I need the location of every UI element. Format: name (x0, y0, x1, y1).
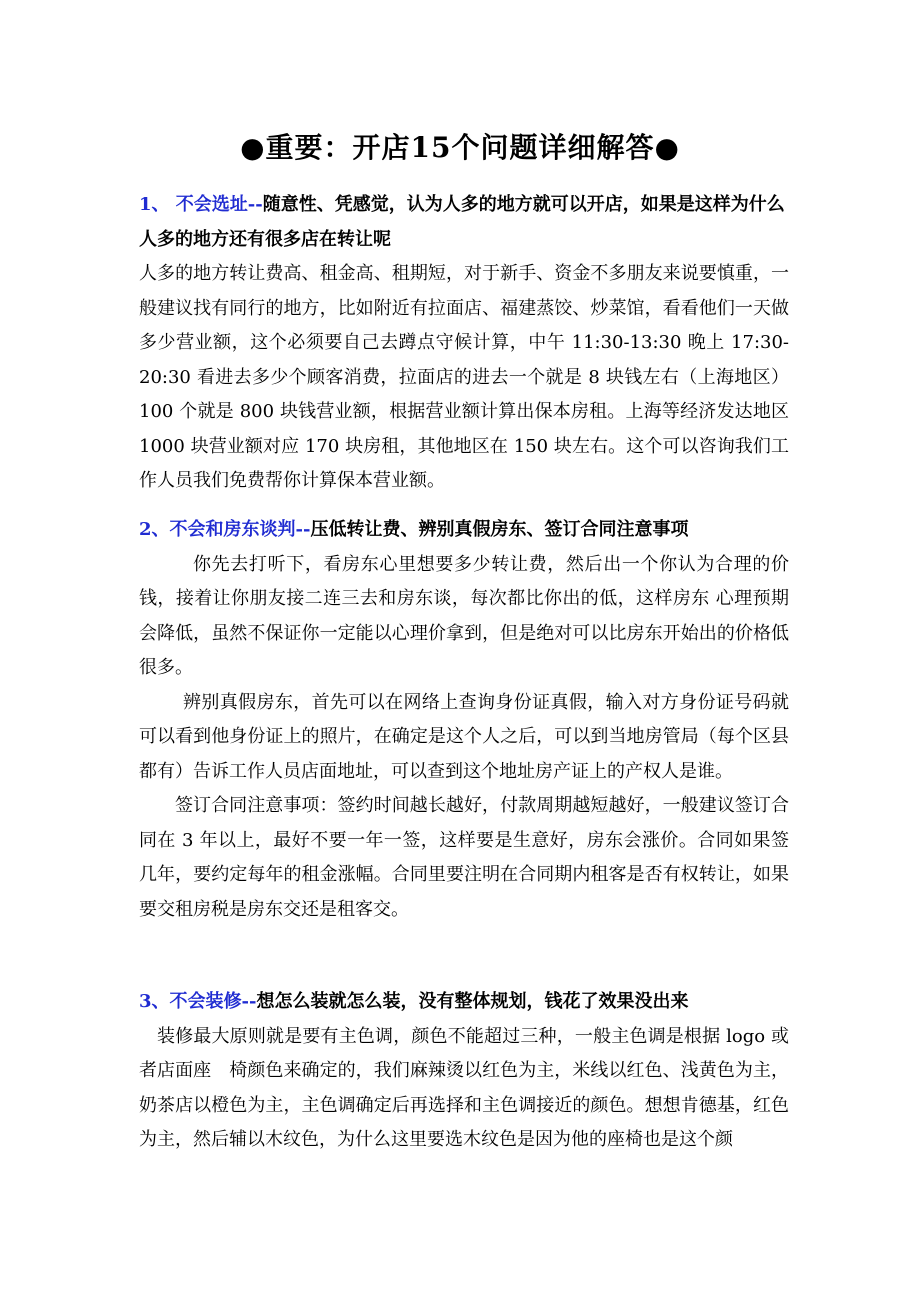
question-3-text: 想怎么装就怎么装，没有整体规划，钱花了效果没出来 (256, 991, 689, 1012)
page-title: ●重要：开店15个问题详细解答● (240, 131, 680, 164)
question-1 (139, 188, 789, 499)
question-1-text: 随意性、凭感觉，认为人多的地方就可以开店，如果是这样为什么人多的地方还有很多店在转让呢 (139, 194, 785, 250)
question-2 (139, 513, 789, 927)
question-2-paragraph-3: 签订合同注意事项：签约时间越长越好，付款周期越短越好，一般建议签订合同在 3 年以上，最好不要一年一签，这样要是生意好，房东会涨价。合同如果签几年，要约定每年的租金涨幅。合同里要注明在合同期内租客是否有权转让，如果要交租房税是房东交还是租客交。 (139, 795, 789, 920)
question-3 (139, 985, 789, 1158)
question-2-paragraph-2: 辨别真假房东，首先可以在网络上查询身份证真假，输入对方身份证号码就可以看到他身份证上的照片，在确定是这个人之后，可以到当地房管局（每个区县都有）告诉工作人员店面地址，可以查到这个地址房产证上的产权人是谁。 (139, 691, 789, 782)
question-2-paragraph-1: 你先去打听下，看房东心里想要多少转让费，然后出一个你认为合理的价钱，接着让你朋友接二连三去和房东谈，每次都比你出的低，这样房东 心理预期会降低，虽然不保证你一定能以心理价拿到，但是绝对可以比房东开始出的价格低很多。 (139, 553, 789, 678)
question-2-text: 压低转让费、辨别真假房东、签订合同注意事项 (310, 519, 689, 540)
question-1-label: 1、 不会选址-- (139, 194, 263, 215)
question-3-paragraph-1: 装修最大原则就是要有主色调，颜色不能超过三种，一般主色调是根据 logo 或者店面座 椅颜色来确定的，我们麻辣烫以红色为主，米线以红色、浅黄色为主，奶茶店以橙色为主，主色调确定后再选择和主色调接近的颜色。想想肯德基，红色为主，然后辅以木纹色，为什么这里要选木纹色是因为他的座椅也是这个颜 (139, 1025, 789, 1150)
question-3-label: 3、不会装修-- (139, 991, 257, 1012)
question-2-label: 2、不会和房东谈判-- (139, 519, 311, 540)
question-1-answer: 人多的地方转让费高、租金高、租期短，对于新手、资金不多朋友来说要慎重，一般建议找有同行的地方，比如附近有拉面店、福建蒸饺、炒菜馆，看看他们一天做多少营业额，这个必须要自己去蹲点守候计算，中午 11:30-13:30 晚上 17:30-20:30 看进去多少个顾客消费，拉面店的进去一个就是 8 块钱左右（上海地区）100 个就是 800 块钱营业额，根据营业额计算出保本房租。上海等经济发达地区 1000 块营业额对应 170 块房租，其他地区在 150 块左右。这个可以咨询我们工作人员我们免费帮你计算保本营业额。 (139, 263, 789, 491)
question-3-heading (139, 985, 789, 1020)
question-2-heading (139, 513, 789, 548)
question-1-heading (139, 188, 789, 257)
